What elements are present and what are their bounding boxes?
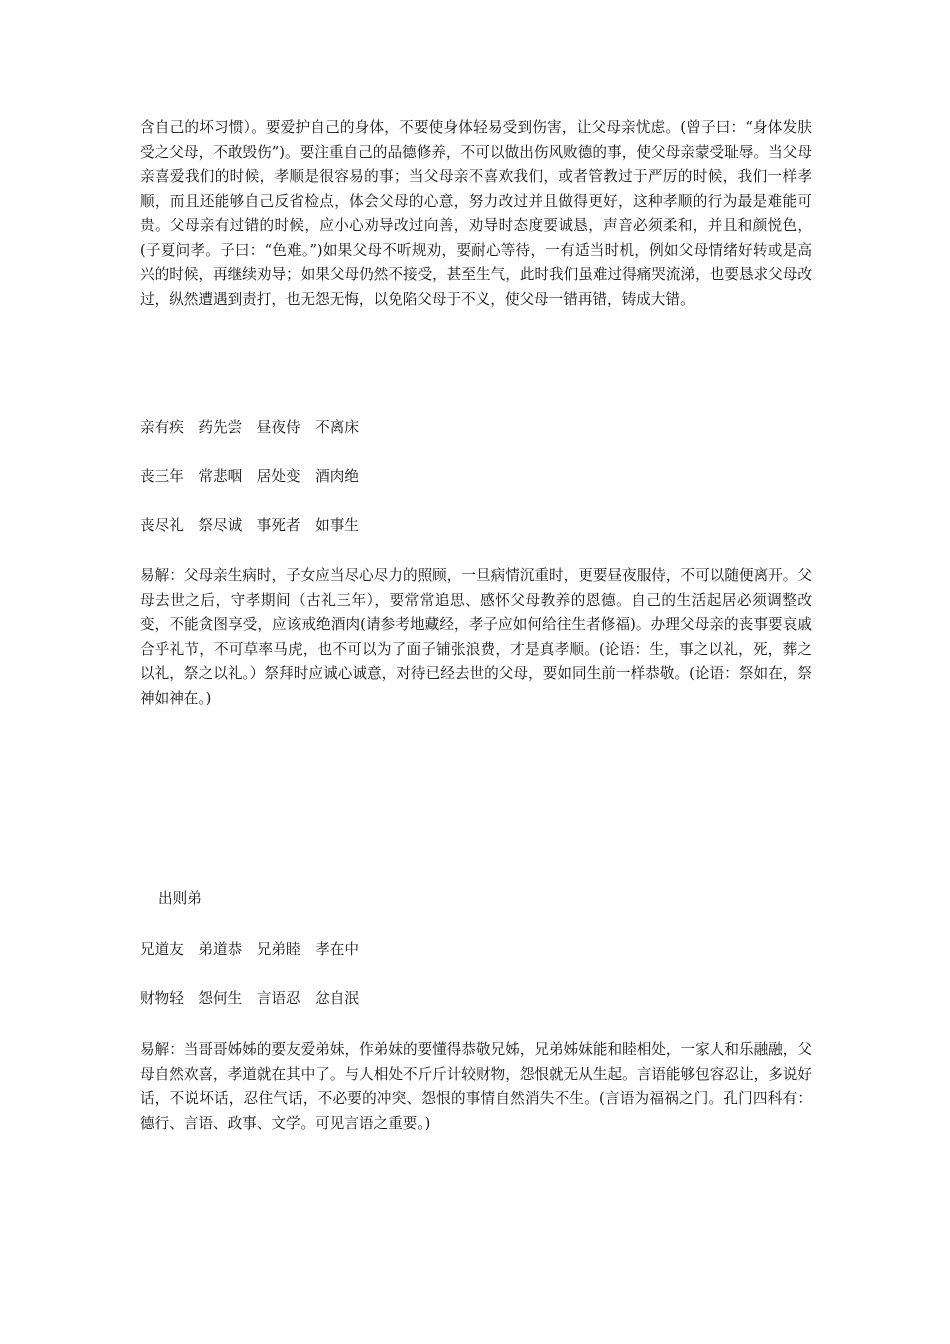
paragraph-filial-piety-continued: 含自己的坏习惯）。要爱护自己的身体，不要使身体轻易受到伤害，让父母亲忧虑。(曾子曰：“身体发肤受之父母，不敢毁伤”)。要注重自己的品德修养，不可以做出伤风败德的事，使父母亲蒙受耻辱。当父母亲喜爱我们的时候，孝顺是很容易的事；当父母亲不喜欢我们，或者管教过于严厉的时候，我们一样孝顺，而且还能够自己反省检点，体会父母的心意，努力改过并且做得更好，这种孝顺的行为最是难能可贵。父母亲有过错的时候，应小心劝导改过向善，劝导时态度要诚恳，声音必须柔和，并且和颜悦色，(子夏问孝。子曰：“色难。”)如果父母不听规劝，要耐心等待，一有适当时机，例如父母情绪好转或是高兴的时候，再继续劝导；如果父母仍然不接受，甚至生气，此时我们虽难过得痛哭流涕，也要恳求父母改过，纵然遭遇到责打，也无怨无悔，以免陷父母于不义，使父母一错再错，铸成大错。 (140, 119, 812, 308)
paragraph-explanation-mourning: 易解：父母亲生病时，子女应当尽心尽力的照顾，一旦病情沉重时，更要昼夜服侍，不可以随便离开。父母去世之后，守孝期间（古礼三年），要常常追思、感怀父母教养的恩德。自己的生活起居必须调整改变，不能贪图享受，应该戒绝酒肉(请参考地藏经，孝子应如何给往生者修福)。办理父母亲的丧事要哀戚合乎礼节，不可草率马虎，也不可以为了面子铺张浪费，才是真孝顺。(论语：生，事之以礼，死，葬之以礼，祭之以礼。）祭拜时应诚心诚意，对待已经去世的父母，要如同生前一样恭敬。(论语：祭如在，祭神如神在。) (140, 567, 812, 707)
verse-line-sang-san-nian: 丧三年 常悲咽 居处变 酒肉绝 (140, 468, 359, 485)
paragraph-explanation-siblings: 易解：当哥哥姊姊的要友爱弟妹，作弟妹的要懂得恭敬兄姊，兄弟姊妹能和睦相处，一家人和乐融融，父母自然欢喜，孝道就在其中了。与人相处不斤斤计较财物，怨恨就无从生起。言语能够包容忍让，多说好话，不说坏话，忍住气话，不必要的冲突、怨恨的事情自然消失不生。(言语为福祸之门。孔门四科有：德行、言语、政事、文学。可见言语之重要。) (140, 1041, 812, 1132)
verse-line-xiong-dao-you: 兄道友 弟道恭 兄弟睦 孝在中 (140, 941, 359, 958)
verse-line-cai-wu-qing: 财物轻 怨何生 言语忍 忿自泯 (140, 990, 359, 1007)
verse-line-qin-you-ji: 亲有疾 药先尝 昼夜侍 不离床 (140, 419, 359, 436)
section-heading-chu-ze-ti: 出则弟 (158, 890, 202, 907)
verse-line-sang-jin-li: 丧尽礼 祭尽诚 事死者 如事生 (140, 517, 359, 534)
